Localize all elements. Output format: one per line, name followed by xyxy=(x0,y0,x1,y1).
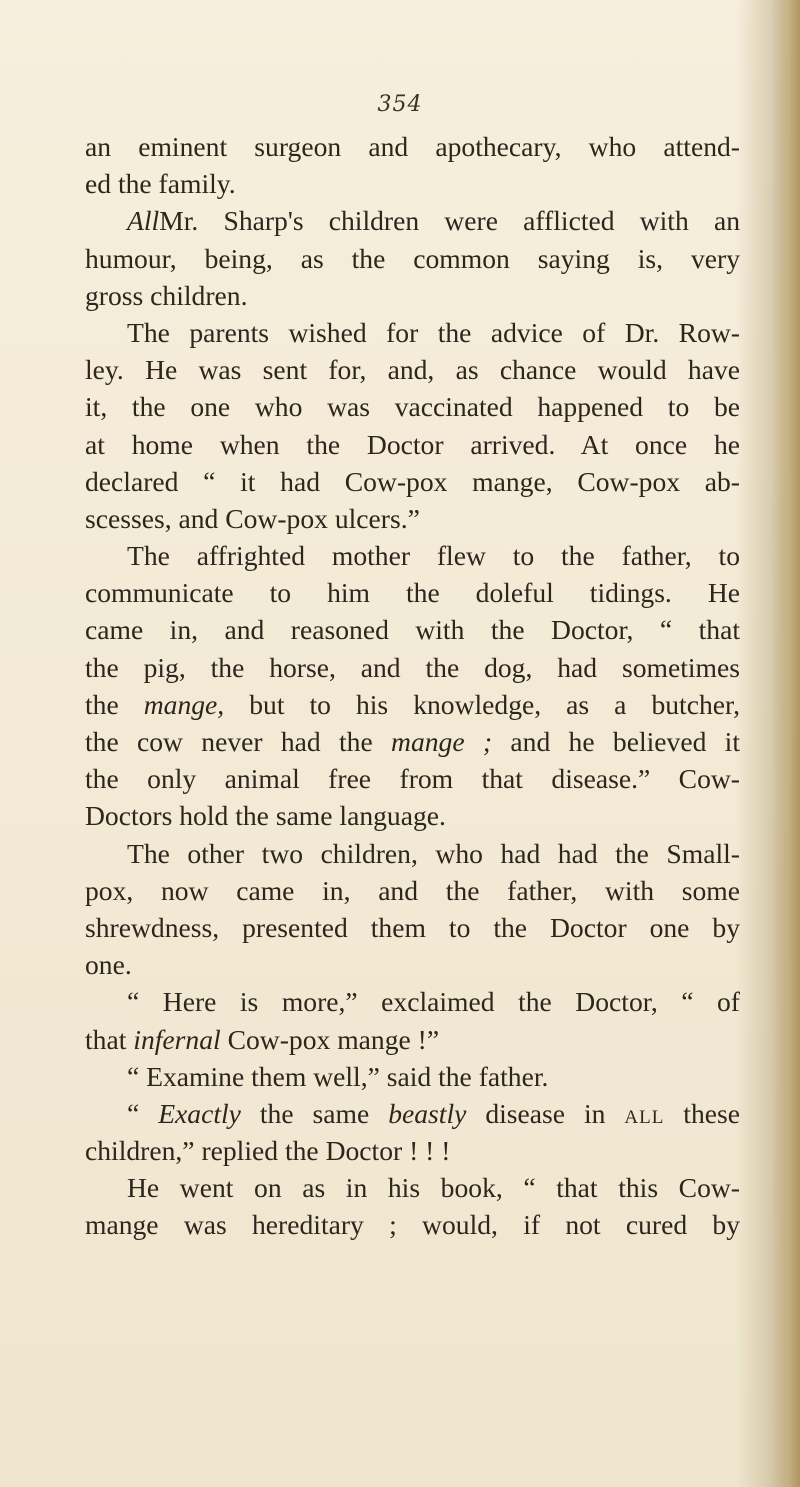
text-line: the only animal free from that disease.” Cow- xyxy=(85,763,740,795)
italic-word: All xyxy=(127,205,160,237)
text-span: the same xyxy=(259,1097,370,1129)
text-line xyxy=(85,723,740,760)
italic-word: infernal xyxy=(133,1023,221,1055)
text-line: it, the one who was vaccinated happened to be xyxy=(85,391,740,423)
text-line: came in, and reasoned with the Doctor, “ that xyxy=(85,614,740,646)
text-line: The other two children, who had had the Small- xyxy=(127,837,740,869)
text-line: the pig, the horse, and the dog, had sometimes xyxy=(85,651,740,683)
text-line: “ Here is more,” exclaimed the Doctor, “ of xyxy=(127,986,740,1018)
text-line xyxy=(85,202,740,239)
text-line xyxy=(85,1021,740,1058)
text-line: ley. He was sent for, and, as chance would have xyxy=(85,354,740,386)
text-line: ed the family. xyxy=(85,168,236,200)
text-line: one. xyxy=(85,949,132,981)
italic-word: mange ; xyxy=(391,726,493,757)
italic-word: mange, xyxy=(143,688,225,720)
page-edge-shadow xyxy=(772,0,800,1487)
text-line: mange was hereditary ; would, if not cured by xyxy=(85,1209,740,1241)
body-text xyxy=(85,128,740,1244)
text-line: Doctors hold the same language. xyxy=(85,800,446,832)
text-span: and he believed it xyxy=(510,726,740,757)
text-line: at home when the Doctor arrived. At once he xyxy=(85,428,740,460)
text-line: The affrighted mother flew to the father, to xyxy=(127,540,740,572)
text-line xyxy=(85,686,740,723)
text-span: these xyxy=(683,1097,740,1129)
text-span: but to his knowledge, as a butcher, xyxy=(249,688,740,720)
text-line xyxy=(85,1095,740,1132)
text-line: gross children. xyxy=(85,279,248,311)
text-span: “ xyxy=(127,1097,140,1129)
text-line: “ Examine them well,” said the father. xyxy=(127,1060,549,1092)
text-span: the xyxy=(85,688,119,720)
text-line: communicate to him the doleful tidings. He xyxy=(85,577,740,609)
text-line: He went on as in his book, “ that this Cow- xyxy=(127,1172,740,1204)
text-line: an eminent surgeon and apothecary, who attend- xyxy=(85,131,740,162)
text-line: The parents wished for the advice of Dr. Row- xyxy=(127,316,740,348)
text-span: Mr. Sharp's children were afflicted with an xyxy=(159,205,740,237)
text-line: scesses, and Cow-pox ulcers.” xyxy=(85,502,420,534)
text-span: disease in xyxy=(485,1097,606,1129)
text-line: shrewdness, presented them to the Doctor one by xyxy=(85,911,740,943)
text-line: declared “ it had Cow-pox mange, Cow-pox ab- xyxy=(85,465,740,497)
italic-word: Exactly xyxy=(158,1097,241,1129)
text-span: that xyxy=(85,1023,127,1055)
small-caps-word: all xyxy=(624,1097,665,1129)
text-line: humour, being, as the common saying is, very xyxy=(85,242,740,274)
text-line: children,” replied the Doctor ! ! ! xyxy=(85,1135,451,1167)
text-span: Cow-pox mange !” xyxy=(227,1023,440,1055)
text-line: pox, now came in, and the father, with some xyxy=(85,874,740,906)
text-span: the cow never had the xyxy=(85,726,373,757)
page-number: 354 xyxy=(377,92,423,117)
italic-word: beastly xyxy=(388,1097,467,1129)
